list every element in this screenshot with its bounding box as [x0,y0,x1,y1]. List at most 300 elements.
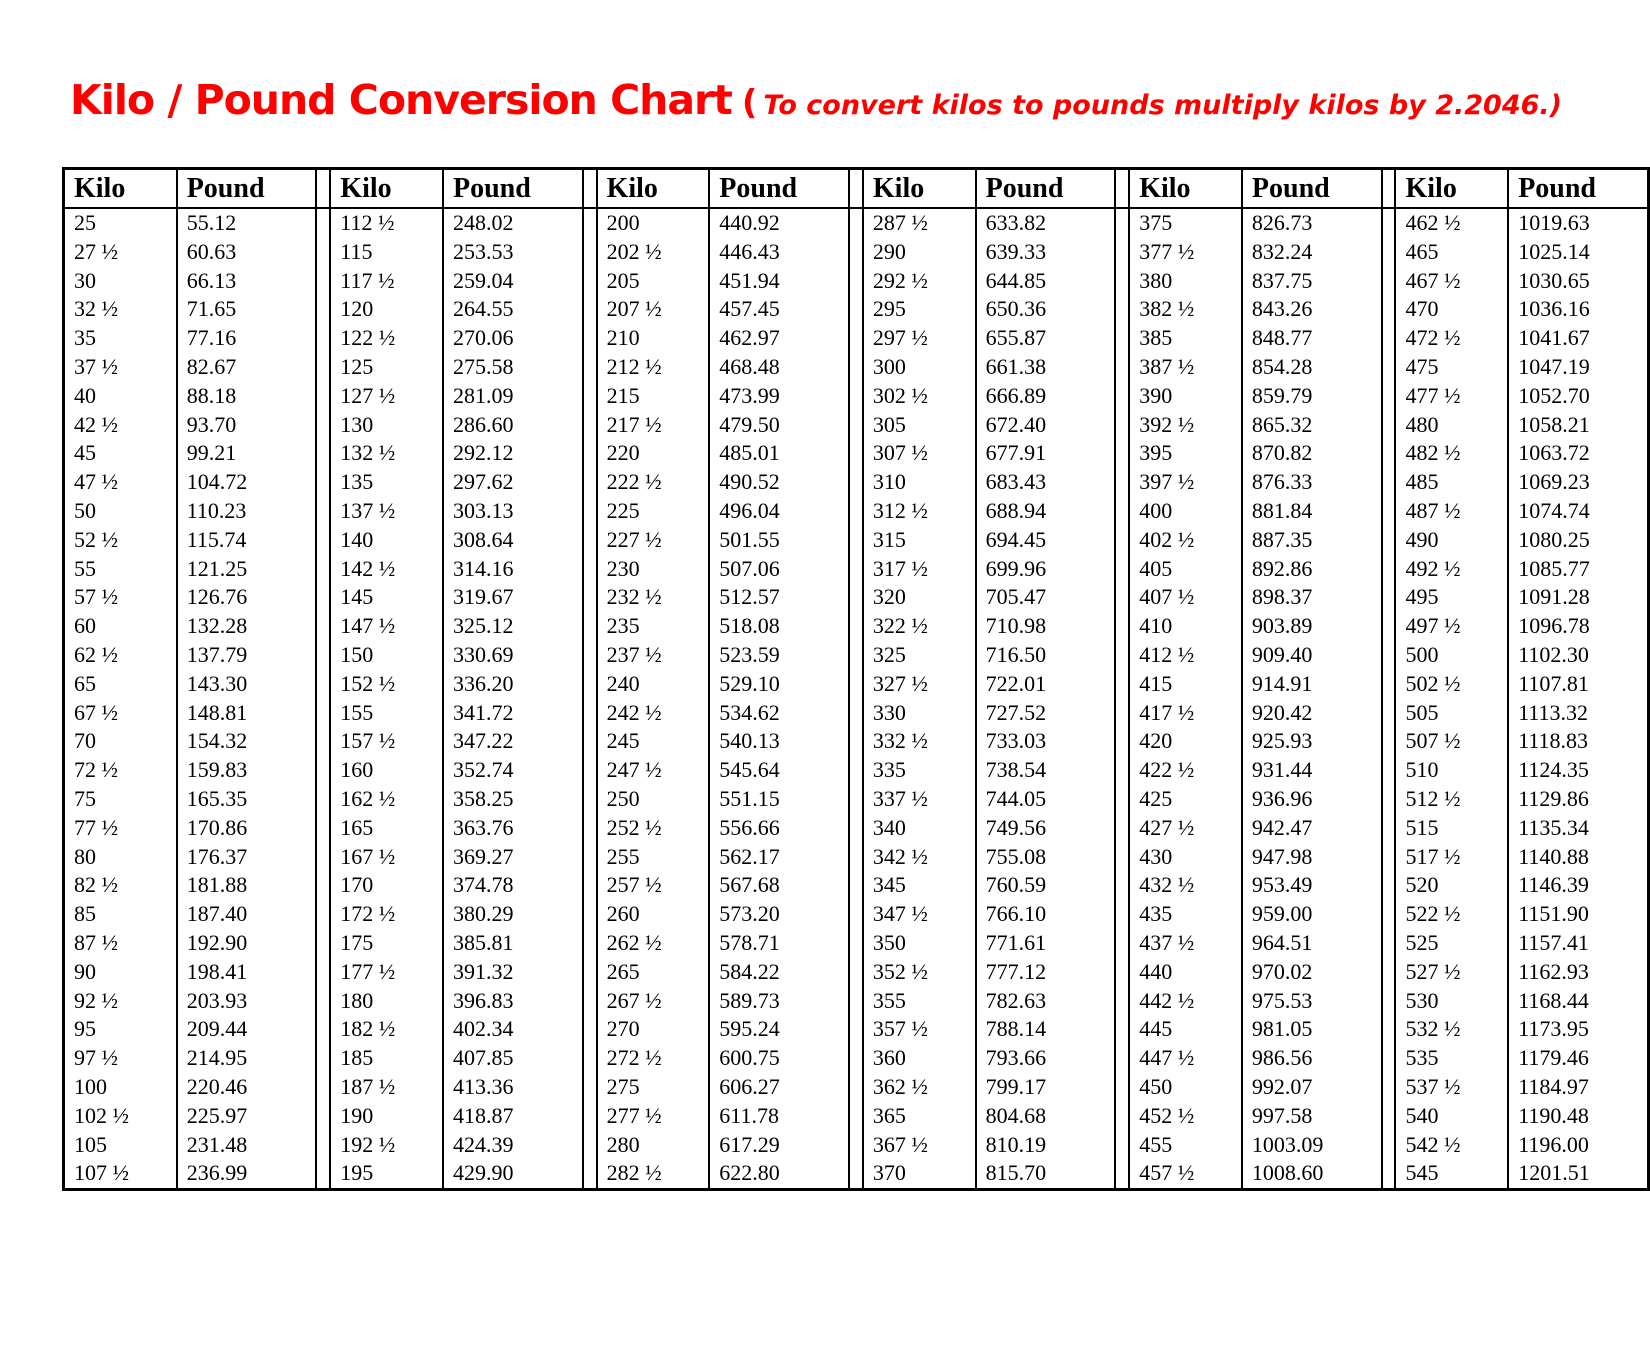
kilo-column-header: Kilo [330,169,443,209]
pound-cell: 176.37 [177,843,317,872]
column-gap [316,295,330,324]
kilo-cell: 50 [64,497,177,526]
column-gap [1382,612,1396,641]
kilo-cell: 352 ½ [863,958,976,987]
pound-cell: 622.80 [709,1159,849,1189]
kilo-cell: 350 [863,929,976,958]
kilo-cell: 90 [64,958,177,987]
pound-cell: 385.81 [443,929,583,958]
title-note: To convert kilos to pounds multiply kilos by 2.2046.) [763,90,1562,121]
column-gap [1382,583,1396,612]
pound-cell: 738.54 [976,756,1116,785]
column-gap [849,670,863,699]
kilo-cell: 425 [1129,785,1242,814]
pound-cell: 325.12 [443,612,583,641]
kilo-cell: 342 ½ [863,843,976,872]
pound-cell: 55.12 [177,208,317,238]
pound-cell: 236.99 [177,1159,317,1189]
kilo-cell: 80 [64,843,177,872]
table-row [64,439,1649,468]
table-row [64,1015,1649,1044]
kilo-cell: 30 [64,267,177,296]
column-gap [583,238,597,267]
kilo-cell: 322 ½ [863,612,976,641]
pound-cell: 694.45 [976,526,1116,555]
kilo-cell: 207 ½ [597,295,710,324]
kilo-cell: 370 [863,1159,976,1189]
pound-cell: 854.28 [1242,353,1382,382]
column-gap [1115,411,1129,440]
pound-cell: 363.76 [443,814,583,843]
kilo-cell: 365 [863,1102,976,1131]
pound-cell: 369.27 [443,843,583,872]
kilo-cell: 345 [863,871,976,900]
kilo-cell: 140 [330,526,443,555]
column-gap [583,382,597,411]
kilo-cell: 375 [1129,208,1242,238]
kilo-cell: 457 ½ [1129,1159,1242,1189]
table-row [64,958,1649,987]
pound-cell: 832.24 [1242,238,1382,267]
column-gap [1115,295,1129,324]
column-gap [849,353,863,382]
pound-cell: 1157.41 [1508,929,1648,958]
kilo-cell: 120 [330,295,443,324]
kilo-cell: 242 ½ [597,699,710,728]
column-gap [1115,1073,1129,1102]
pound-cell: 1135.34 [1508,814,1648,843]
pound-cell: 981.05 [1242,1015,1382,1044]
kilo-cell: 230 [597,555,710,584]
kilo-cell: 305 [863,411,976,440]
column-gap [849,958,863,987]
pound-cell: 319.67 [443,583,583,612]
pound-cell: 259.04 [443,267,583,296]
column-gap [583,208,597,238]
kilo-cell: 262 ½ [597,929,710,958]
kilo-cell: 25 [64,208,177,238]
column-gap [1382,814,1396,843]
column-gap [316,1015,330,1044]
column-gap [583,583,597,612]
pound-cell: 870.82 [1242,439,1382,468]
kilo-cell: 410 [1129,612,1242,641]
pound-cell: 892.86 [1242,555,1382,584]
kilo-cell: 275 [597,1073,710,1102]
column-gap [1382,1044,1396,1073]
column-gap [849,1131,863,1160]
pound-cell: 766.10 [976,900,1116,929]
pound-cell: 936.96 [1242,785,1382,814]
page-title [70,78,1650,123]
column-gap [1115,843,1129,872]
column-gap [1382,987,1396,1016]
column-gap [1382,411,1396,440]
column-gap [849,583,863,612]
pound-cell: 551.15 [709,785,849,814]
column-gap [316,324,330,353]
column-gap [849,900,863,929]
kilo-cell: 535 [1395,1044,1508,1073]
column-gap [316,670,330,699]
pound-cell: 225.97 [177,1102,317,1131]
kilo-cell: 60 [64,612,177,641]
column-gap [849,1159,863,1189]
table-row [64,929,1649,958]
kilo-cell: 205 [597,267,710,296]
pound-cell: 137.79 [177,641,317,670]
kilo-cell: 412 ½ [1129,641,1242,670]
column-gap [1115,1015,1129,1044]
kilo-cell: 490 [1395,526,1508,555]
column-gap [849,1073,863,1102]
table-row [64,353,1649,382]
kilo-cell: 320 [863,583,976,612]
kilo-cell: 530 [1395,987,1508,1016]
column-gap [1115,612,1129,641]
kilo-cell: 132 ½ [330,439,443,468]
kilo-cell: 542 ½ [1395,1131,1508,1160]
pound-cell: 633.82 [976,208,1116,238]
kilo-cell: 85 [64,900,177,929]
pound-cell: 859.79 [1242,382,1382,411]
kilo-cell: 357 ½ [863,1015,976,1044]
column-gap [316,439,330,468]
column-gap [583,555,597,584]
pound-cell: 584.22 [709,958,849,987]
pound-cell: 71.65 [177,295,317,324]
column-gap [316,1044,330,1073]
column-gap [849,497,863,526]
kilo-cell: 237 ½ [597,641,710,670]
column-gap [316,267,330,296]
pound-cell: 793.66 [976,1044,1116,1073]
kilo-cell: 202 ½ [597,238,710,267]
pound-cell: 683.43 [976,468,1116,497]
column-gap [1115,208,1129,238]
kilo-cell: 145 [330,583,443,612]
column-gap [1382,843,1396,872]
kilo-cell: 255 [597,843,710,872]
column-gap [316,641,330,670]
kilo-cell: 247 ½ [597,756,710,785]
column-gap [849,555,863,584]
kilo-cell: 172 ½ [330,900,443,929]
pound-cell: 1058.21 [1508,411,1648,440]
pound-cell: 655.87 [976,324,1116,353]
pound-cell: 755.08 [976,843,1116,872]
pound-cell: 1036.16 [1508,295,1648,324]
kilo-cell: 195 [330,1159,443,1189]
column-gap [583,1102,597,1131]
pound-cell: 677.91 [976,439,1116,468]
pound-cell: 1085.77 [1508,555,1648,584]
pound-cell: 165.35 [177,785,317,814]
pound-cell: 468.48 [709,353,849,382]
column-gap [316,238,330,267]
column-gap [583,929,597,958]
column-gap [849,324,863,353]
kilo-cell: 420 [1129,727,1242,756]
table-row [64,612,1649,641]
pound-cell: 380.29 [443,900,583,929]
kilo-cell: 160 [330,756,443,785]
kilo-cell: 250 [597,785,710,814]
kilo-cell: 272 ½ [597,1044,710,1073]
pound-cell: 1080.25 [1508,526,1648,555]
kilo-cell: 507 ½ [1395,727,1508,756]
kilo-cell: 432 ½ [1129,871,1242,900]
pound-cell: 1102.30 [1508,641,1648,670]
table-body [64,208,1649,1190]
table-row [64,497,1649,526]
pound-cell: 1025.14 [1508,238,1648,267]
pound-cell: 771.61 [976,929,1116,958]
table-row [64,727,1649,756]
column-gap [1115,958,1129,987]
pound-cell: 170.86 [177,814,317,843]
kilo-cell: 442 ½ [1129,987,1242,1016]
kilo-cell: 407 ½ [1129,583,1242,612]
pound-cell: 722.01 [976,670,1116,699]
kilo-cell: 462 ½ [1395,208,1508,238]
pound-cell: 777.12 [976,958,1116,987]
pound-cell: 699.96 [976,555,1116,584]
kilo-cell: 47 ½ [64,468,177,497]
kilo-cell: 222 ½ [597,468,710,497]
table-row [64,1102,1649,1131]
kilo-cell: 527 ½ [1395,958,1508,987]
column-gap [316,497,330,526]
column-gap [1115,670,1129,699]
pound-cell: 143.30 [177,670,317,699]
pound-column-header: Pound [976,169,1116,209]
table-row [64,900,1649,929]
kilo-cell: 440 [1129,958,1242,987]
pound-cell: 909.40 [1242,641,1382,670]
pound-column-header: Pound [1508,169,1648,209]
pound-cell: 788.14 [976,1015,1116,1044]
pound-cell: 903.89 [1242,612,1382,641]
kilo-cell: 75 [64,785,177,814]
kilo-cell: 385 [1129,324,1242,353]
table-row [64,670,1649,699]
column-gap [1382,526,1396,555]
column-gap [1382,238,1396,267]
column-gap [316,699,330,728]
kilo-cell: 537 ½ [1395,1073,1508,1102]
column-gap [316,583,330,612]
kilo-cell: 295 [863,295,976,324]
pound-cell: 600.75 [709,1044,849,1073]
pound-cell: 716.50 [976,641,1116,670]
table-row [64,583,1649,612]
pound-cell: 473.99 [709,382,849,411]
column-gap [1382,555,1396,584]
kilo-cell: 417 ½ [1129,699,1242,728]
pound-cell: 297.62 [443,468,583,497]
column-gap [316,555,330,584]
column-gap [1115,497,1129,526]
pound-cell: 1146.39 [1508,871,1648,900]
column-gap [1115,785,1129,814]
pound-cell: 1190.48 [1508,1102,1648,1131]
pound-cell: 1091.28 [1508,583,1648,612]
pound-cell: 270.06 [443,324,583,353]
table-row [64,208,1649,238]
column-gap [1382,169,1396,209]
pound-cell: 220.46 [177,1073,317,1102]
pound-cell: 485.01 [709,439,849,468]
column-gap [849,929,863,958]
kilo-cell: 325 [863,641,976,670]
kilo-cell: 122 ½ [330,324,443,353]
table-row [64,411,1649,440]
pound-cell: 336.20 [443,670,583,699]
kilo-cell: 155 [330,699,443,728]
column-gap [1115,641,1129,670]
column-gap [849,468,863,497]
kilo-cell: 397 ½ [1129,468,1242,497]
kilo-cell: 332 ½ [863,727,976,756]
pound-cell: 959.00 [1242,900,1382,929]
kilo-cell: 175 [330,929,443,958]
pound-cell: 358.25 [443,785,583,814]
kilo-cell: 492 ½ [1395,555,1508,584]
pound-cell: 1168.44 [1508,987,1648,1016]
pound-cell: 975.53 [1242,987,1382,1016]
kilo-cell: 292 ½ [863,267,976,296]
pound-cell: 914.91 [1242,670,1382,699]
column-gap [583,324,597,353]
column-gap [1115,353,1129,382]
pound-cell: 733.03 [976,727,1116,756]
kilo-cell: 470 [1395,295,1508,324]
kilo-cell: 45 [64,439,177,468]
column-gap [1382,699,1396,728]
pound-cell: 198.41 [177,958,317,987]
kilo-cell: 265 [597,958,710,987]
column-gap [849,699,863,728]
column-gap [583,439,597,468]
kilo-cell: 315 [863,526,976,555]
pound-cell: 843.26 [1242,295,1382,324]
kilo-cell: 245 [597,727,710,756]
kilo-cell: 382 ½ [1129,295,1242,324]
kilo-cell: 40 [64,382,177,411]
kilo-cell: 522 ½ [1395,900,1508,929]
kilo-cell: 545 [1395,1159,1508,1189]
page [0,78,1650,1353]
pound-cell: 1008.60 [1242,1159,1382,1189]
kilo-cell: 182 ½ [330,1015,443,1044]
column-gap [1382,900,1396,929]
pound-cell: 99.21 [177,439,317,468]
column-gap [1382,958,1396,987]
pound-cell: 540.13 [709,727,849,756]
column-gap [316,900,330,929]
pound-cell: 1140.88 [1508,843,1648,872]
column-gap [1115,1159,1129,1189]
kilo-cell: 92 ½ [64,987,177,1016]
pound-cell: 110.23 [177,497,317,526]
pound-cell: 1019.63 [1508,208,1648,238]
pound-column-header: Pound [1242,169,1382,209]
kilo-column-header: Kilo [863,169,976,209]
column-gap [583,987,597,1016]
column-gap [1382,1102,1396,1131]
pound-cell: 837.75 [1242,267,1382,296]
pound-cell: 567.68 [709,871,849,900]
column-gap [316,987,330,1016]
column-gap [583,641,597,670]
pound-cell: 545.64 [709,756,849,785]
column-gap [583,1044,597,1073]
kilo-cell: 312 ½ [863,497,976,526]
pound-cell: 1184.97 [1508,1073,1648,1102]
kilo-cell: 227 ½ [597,526,710,555]
column-gap [583,670,597,699]
pound-cell: 942.47 [1242,814,1382,843]
kilo-cell: 70 [64,727,177,756]
pound-cell: 88.18 [177,382,317,411]
kilo-cell: 212 ½ [597,353,710,382]
kilo-cell: 280 [597,1131,710,1160]
kilo-cell: 152 ½ [330,670,443,699]
column-gap [849,208,863,238]
pound-cell: 440.92 [709,208,849,238]
pound-cell: 429.90 [443,1159,583,1189]
column-gap [1382,785,1396,814]
kilo-cell: 87 ½ [64,929,177,958]
column-gap [583,871,597,900]
pound-cell: 82.67 [177,353,317,382]
table-row [64,295,1649,324]
column-gap [849,641,863,670]
pound-cell: 148.81 [177,699,317,728]
kilo-cell: 130 [330,411,443,440]
kilo-cell: 257 ½ [597,871,710,900]
pound-cell: 501.55 [709,526,849,555]
pound-cell: 93.70 [177,411,317,440]
column-gap [849,871,863,900]
column-gap [1382,1015,1396,1044]
kilo-column-header: Kilo [597,169,710,209]
kilo-cell: 115 [330,238,443,267]
kilo-cell: 37 ½ [64,353,177,382]
pound-cell: 391.32 [443,958,583,987]
pound-cell: 1069.23 [1508,468,1648,497]
pound-cell: 490.52 [709,468,849,497]
kilo-cell: 137 ½ [330,497,443,526]
kilo-cell: 67 ½ [64,699,177,728]
pound-cell: 1124.35 [1508,756,1648,785]
kilo-cell: 82 ½ [64,871,177,900]
kilo-cell: 472 ½ [1395,324,1508,353]
kilo-cell: 270 [597,1015,710,1044]
column-gap [849,612,863,641]
pound-cell: 589.73 [709,987,849,1016]
kilo-cell: 180 [330,987,443,1016]
column-gap [1382,929,1396,958]
kilo-cell: 52 ½ [64,526,177,555]
column-gap [583,1073,597,1102]
pound-cell: 931.44 [1242,756,1382,785]
pound-cell: 650.36 [976,295,1116,324]
pound-cell: 154.32 [177,727,317,756]
column-gap [1115,727,1129,756]
pound-cell: 997.58 [1242,1102,1382,1131]
